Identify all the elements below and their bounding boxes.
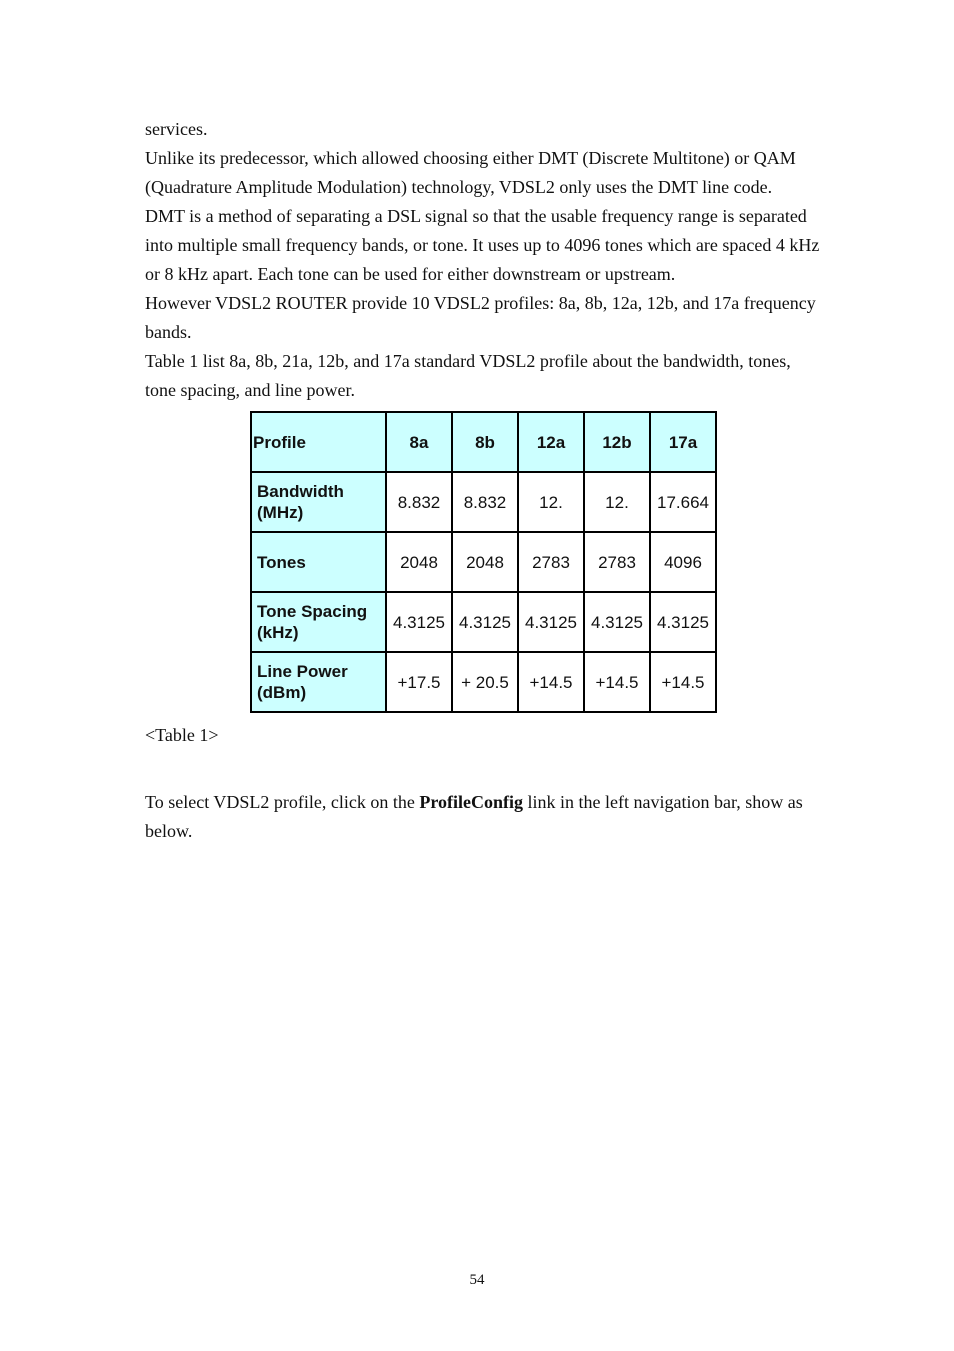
table-header-row: [251, 412, 716, 472]
table-row-tones: [251, 532, 716, 592]
table-cell: +17.5: [386, 652, 452, 712]
row-label-tone-spacing: [251, 592, 386, 652]
row-label-line1: Line Power: [257, 662, 348, 681]
table-header-12b: 12b: [584, 412, 650, 472]
row-label-bandwidth: [251, 472, 386, 532]
table-header-17a: 17a: [650, 412, 716, 472]
profileconfig-link-text: ProfileConfig: [419, 792, 523, 812]
table-row-tone-spacing: [251, 592, 716, 652]
table-cell: 2783: [518, 532, 584, 592]
table-cell: 4.3125: [584, 592, 650, 652]
table-cell: + 20.5: [452, 652, 518, 712]
table-cell: +14.5: [584, 652, 650, 712]
paragraph-dmt-predecessor: Unlike its predecessor, which allowed choosing either DMT (Discrete Multitone) or QAM (Quadrature Amplitude Modulation) technology, VDSL2 only uses the DMT line code.: [145, 148, 796, 197]
row-label-line2: (dBm): [257, 683, 307, 702]
table-cell: 2048: [386, 532, 452, 592]
profile-table: [250, 411, 717, 713]
row-label-line-power: [251, 652, 386, 712]
row-label-line1: Tones: [257, 552, 306, 572]
table-cell: 2783: [584, 532, 650, 592]
table-header-8b: 8b: [452, 412, 518, 472]
table-header-8a: 8a: [386, 412, 452, 472]
instruction-text-after: link in the left navigation bar, show as below.: [145, 792, 803, 841]
row-label-line2: (kHz): [257, 623, 299, 642]
row-label-line1: Tone Spacing: [257, 602, 368, 621]
table-header-profile: Profile: [251, 412, 386, 472]
table-cell: 4.3125: [452, 592, 518, 652]
row-label-line1: Bandwidth: [257, 482, 344, 501]
table-cell: +14.5: [518, 652, 584, 712]
row-label-tones: [251, 532, 386, 592]
instruction-text-before: To select VDSL2 profile, click on the: [145, 792, 420, 812]
paragraph-services: services.: [145, 119, 208, 139]
paragraph-router-profiles: However VDSL2 ROUTER provide 10 VDSL2 profiles: 8a, 8b, 12a, 12b, and 17a frequency bands.: [145, 293, 816, 342]
table-cell: 4096: [650, 532, 716, 592]
table-cell: +14.5: [650, 652, 716, 712]
table-cell: 4.3125: [650, 592, 716, 652]
table-cell: 2048: [452, 532, 518, 592]
table-cell: 8.832: [386, 472, 452, 532]
table-cell: 12.: [584, 472, 650, 532]
table-cell: 12.: [518, 472, 584, 532]
table-header-12a: 12a: [518, 412, 584, 472]
paragraph-table-intro: Table 1 list 8a, 8b, 21a, 12b, and 17a standard VDSL2 profile about the bandwidth, tones, tone spacing, and line power.: [145, 351, 791, 400]
row-label-line2: (MHz): [257, 503, 304, 522]
page-body: [145, 115, 825, 846]
paragraph-spacer: [145, 750, 825, 788]
paragraph-instruction: [145, 788, 825, 846]
table-cell: 4.3125: [518, 592, 584, 652]
table-cell: 8.832: [452, 472, 518, 532]
table-row-line-power: [251, 652, 716, 712]
profile-table-container: [250, 411, 825, 713]
table-cell: 4.3125: [386, 592, 452, 652]
page-number: 54: [469, 1272, 485, 1288]
table-caption: <Table 1>: [145, 725, 219, 745]
paragraph-dmt-method: DMT is a method of separating a DSL signal so that the usable frequency range is separated into multiple small frequency bands, or tone. It uses up to 4096 tones which are spaced 4 kHz or 8 kHz apart. Each tone can be used for either downstream or upstream.: [145, 206, 820, 284]
table-row-bandwidth: [251, 472, 716, 532]
table-cell: 17.664: [650, 472, 716, 532]
